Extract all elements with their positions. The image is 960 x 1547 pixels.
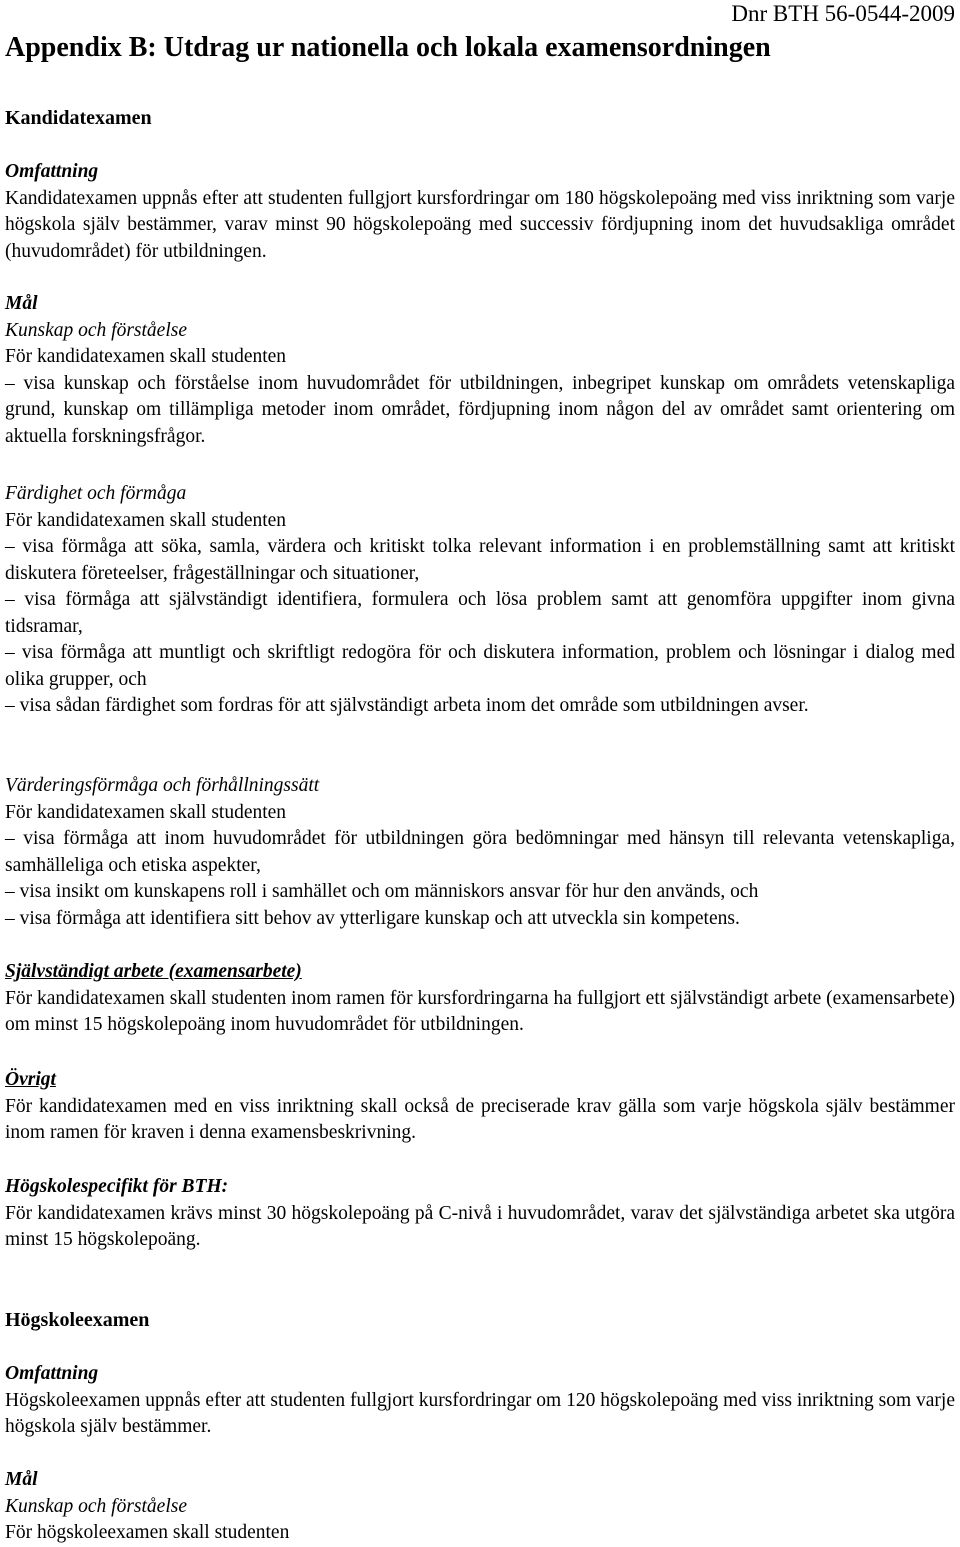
heading-omfattning: Omfattning — [5, 161, 99, 182]
kandidat-title-block — [5, 105, 955, 132]
kandidat-ovrigt-block — [5, 1067, 955, 1147]
heading-mal: Mål — [5, 1469, 38, 1490]
fardighet-intro: För kandidatexamen skall studenten — [5, 509, 287, 531]
document-number: Dnr BTH 56-0544-2009 — [731, 1, 955, 26]
vardering-item: – visa förmåga att identifiera sitt behov av ytterligare kunskap och att utveckla sin kompetens. — [5, 907, 740, 929]
kandidat-vardering-block — [5, 773, 955, 932]
ovrigt-text: För kandidatexamen med en viss inriktning skall också de preciserade krav gälla som varje högskola själv bestämmer inom ramen för kraven i denna examensbeskrivning. — [5, 1095, 955, 1143]
section-title-hogskoleexamen: Högskoleexamen — [5, 1309, 150, 1331]
hogskole-title-block — [5, 1307, 955, 1334]
kandidat-bth-block — [5, 1174, 955, 1254]
heading-hogskolespecifikt: Högskolespecifikt för BTH: — [5, 1176, 229, 1197]
section-title-kandidatexamen: Kandidatexamen — [5, 107, 152, 129]
vardering-item: – visa insikt om kunskapens roll i samhället och om människors ansvar för hur den används, och — [5, 881, 759, 902]
hogskole-mal-block — [5, 1467, 955, 1547]
fardighet-item: – visa förmåga att söka, samla, värdera och kritiskt tolka relevant information i en problemställning samt att kritiskt diskutera företeelser, frågeställningar och situationer, — [5, 536, 955, 584]
hogskole-omfattning-block — [5, 1361, 955, 1441]
heading-ovrigt: Övrigt — [5, 1069, 56, 1090]
kandidat-sjalvstandigt-block — [5, 959, 955, 1039]
subheading-kunskap: Kunskap och förståelse — [5, 319, 187, 341]
fardighet-item: – visa förmåga att muntligt och skriftligt redogöra för och diskutera information, problem och lösningar i dialog med olika grupper, och — [5, 642, 955, 690]
bth-text: För kandidatexamen krävs minst 30 högskolepoäng på C-nivå i huvudområdet, varav det självständiga arbetet ska utgöra minst 15 högskolepoäng. — [5, 1202, 955, 1250]
vardering-item: – visa förmåga att inom huvudområdet för utbildningen göra bedömningar med hänsyn till relevanta vetenskapliga, samhälleliga och etiska aspekter, — [5, 828, 955, 876]
heading-mal: Mål — [5, 293, 38, 314]
kandidat-fardighet-block — [5, 481, 955, 720]
heading-sjalvstandigt-arbete: Självständigt arbete (examensarbete) — [5, 961, 302, 982]
fardighet-item: – visa förmåga att självständigt identifiera, formulera och lösa problem samt att genomföra uppgifter inom givna tidsramar, — [5, 589, 955, 637]
vardering-intro: För kandidatexamen skall studenten — [5, 801, 287, 823]
subheading-kunskap: Kunskap och förståelse — [5, 1495, 187, 1517]
fardighet-item: – visa sådan färdighet som fordras för att självständigt arbeta inom det område som utbildningen avser. — [5, 695, 809, 716]
kunskap-intro: För högskoleexamen skall studenten — [5, 1522, 290, 1543]
subheading-fardighet: Färdighet och förmåga — [5, 483, 187, 504]
kunskap-intro: För kandidatexamen skall studenten — [5, 346, 287, 367]
omfattning-text: Kandidatexamen uppnås efter att studenten fullgjort kursfordringar om 180 högskolepoäng med viss inriktning som varje högskola själv bestämmer, varav minst 90 högskolepoäng med successiv fördjupning inom det huvudsakliga området (huvudområdet) för utbildningen. — [5, 187, 955, 262]
kunskap-item: – visa kunskap och förståelse inom huvudområdet för utbildningen, inbegripet kunskap om områdets vetenskapliga grund, kunskap om tillämpliga metoder inom området, fördjupning inom någon del av området samt orientering om aktuella forskningsfrågor. — [5, 372, 955, 447]
heading-omfattning: Omfattning — [5, 1363, 99, 1384]
kandidat-omfattning-block — [5, 159, 955, 265]
sjalvstandigt-text: För kandidatexamen skall studenten inom ramen för kursfordringarna ha fullgjort ett självständigt arbete (examensarbete) om minst 15 högskolepoäng inom huvudområdet för utbildningen. — [5, 987, 955, 1035]
page-title: Appendix B: Utdrag ur nationella och lokala examensordningen — [5, 32, 771, 63]
kandidat-mal-block — [5, 291, 955, 450]
subheading-vardering: Värderingsförmåga och förhållningssätt — [5, 775, 320, 796]
omfattning-text: Högskoleexamen uppnås efter att studenten fullgjort kursfordringar om 120 högskolepoäng med viss inriktning som varje högskola själv bestämmer. — [5, 1389, 955, 1437]
